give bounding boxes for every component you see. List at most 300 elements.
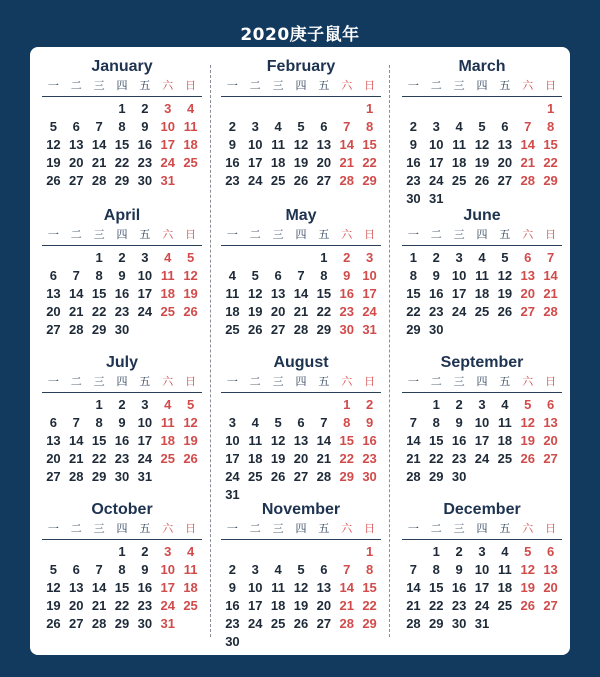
- day-cell: 18: [248, 451, 263, 466]
- day-grid: [42, 543, 202, 633]
- day-cell: 10: [248, 137, 263, 152]
- day-cell: 7: [95, 119, 103, 134]
- weekday-label: 四: [116, 522, 128, 535]
- day-cell: 9: [365, 415, 374, 430]
- weekday-label: 日: [545, 375, 557, 388]
- day-cell: 10: [137, 268, 153, 283]
- day-cell: 28: [406, 616, 421, 631]
- weekday-label: 二: [70, 375, 82, 388]
- day-cell: 1: [320, 250, 328, 265]
- weekday-header: [42, 228, 202, 244]
- day-cell: 14: [339, 137, 354, 152]
- day-cell: 20: [293, 451, 309, 466]
- weekday-label: 二: [249, 228, 261, 241]
- day-cell: [88, 100, 111, 118]
- day-cell: 6: [72, 562, 80, 577]
- day-cell: 31: [137, 469, 153, 484]
- day-cell: 26: [293, 173, 309, 188]
- day-cell: 15: [429, 433, 444, 448]
- day-cell: 16: [362, 433, 377, 448]
- day-cell: 7: [95, 562, 103, 577]
- day-cell: 24: [451, 304, 467, 319]
- month-name: October: [91, 501, 153, 518]
- day-cell: 21: [91, 598, 107, 613]
- day-cell: 1: [409, 250, 418, 265]
- day-cell: 18: [474, 286, 490, 301]
- day-cell: 11: [452, 137, 466, 152]
- day-cell: 31: [160, 173, 175, 188]
- month-august: [221, 353, 381, 504]
- day-cell: 11: [225, 286, 240, 301]
- day-cell: [539, 468, 562, 486]
- month-name: November: [261, 501, 341, 518]
- day-cell: [65, 396, 88, 414]
- day-cell: 6: [49, 268, 58, 283]
- day-cell: 26: [183, 451, 198, 466]
- day-cell: 3: [164, 544, 172, 559]
- month-june: [402, 206, 562, 339]
- day-cell: [493, 615, 516, 633]
- day-cell: 23: [429, 304, 444, 319]
- day-cell: [65, 249, 88, 267]
- day-cell: [471, 468, 494, 486]
- month-name: July: [105, 354, 138, 371]
- day-cell: 22: [91, 304, 107, 319]
- day-cell: 28: [543, 304, 558, 319]
- day-cell: 27: [316, 173, 332, 188]
- day-cell: 26: [270, 469, 286, 484]
- day-cell: 5: [524, 397, 532, 412]
- day-cell: 13: [543, 415, 558, 430]
- weekday-label: 三: [93, 375, 105, 388]
- day-cell: 6: [546, 397, 555, 412]
- day-cell: 1: [365, 101, 374, 116]
- day-cell: [42, 396, 65, 414]
- day-cell: 21: [339, 598, 354, 613]
- day-cell: 18: [497, 580, 513, 595]
- day-cell: 13: [69, 137, 84, 152]
- day-cell: 15: [543, 137, 558, 152]
- day-cell: 2: [409, 119, 418, 134]
- day-cell: 27: [69, 173, 84, 188]
- day-cell: 30: [137, 616, 153, 631]
- day-cell: 24: [137, 451, 153, 466]
- day-cell: 31: [429, 191, 444, 206]
- day-cell: 23: [225, 173, 240, 188]
- day-cell: 12: [293, 137, 309, 152]
- day-cell: 7: [546, 250, 555, 265]
- day-cell: 5: [274, 415, 282, 430]
- day-cell: 24: [137, 304, 153, 319]
- weekday-header: [42, 375, 202, 391]
- day-cell: [448, 100, 471, 118]
- day-cell: [471, 321, 494, 339]
- weekday-header: [42, 522, 202, 538]
- header-rule: [402, 392, 562, 393]
- day-cell: [267, 543, 290, 561]
- day-cell: 8: [409, 268, 418, 283]
- weekday-label: 四: [295, 228, 307, 241]
- month-name: January: [91, 58, 153, 75]
- day-cell: 26: [248, 322, 263, 337]
- day-grid: [221, 100, 381, 190]
- day-cell: 12: [248, 286, 263, 301]
- day-cell: 29: [91, 322, 107, 337]
- day-cell: [425, 100, 448, 118]
- day-cell: 7: [343, 562, 351, 577]
- day-cell: 15: [362, 580, 377, 595]
- day-cell: 28: [339, 173, 354, 188]
- day-cell: [516, 100, 539, 118]
- day-cell: 25: [183, 155, 198, 170]
- day-cell: 16: [429, 286, 444, 301]
- weekday-label: 五: [139, 375, 151, 388]
- day-cell: 18: [270, 155, 286, 170]
- day-cell: 4: [164, 250, 172, 265]
- day-cell: 5: [49, 562, 58, 577]
- weekday-label: 一: [407, 228, 419, 241]
- column-divider: [389, 65, 390, 637]
- day-cell: 24: [160, 598, 175, 613]
- weekday-header: [402, 375, 562, 391]
- day-cell: 11: [271, 137, 285, 152]
- day-cell: 30: [339, 322, 354, 337]
- day-cell: 3: [365, 250, 374, 265]
- day-cell: 30: [451, 469, 467, 484]
- day-cell: [42, 100, 65, 118]
- weekday-label: 六: [341, 228, 353, 241]
- day-cell: 5: [251, 268, 259, 283]
- day-cell: 29: [429, 616, 444, 631]
- day-cell: 3: [251, 119, 259, 134]
- day-cell: [516, 615, 539, 633]
- day-cell: 22: [429, 598, 444, 613]
- day-cell: 9: [228, 580, 237, 595]
- day-cell: 9: [432, 268, 440, 283]
- day-cell: 4: [186, 101, 195, 116]
- weekday-label: 一: [47, 79, 59, 92]
- day-cell: 8: [432, 415, 440, 430]
- day-cell: 3: [478, 544, 486, 559]
- weekday-label: 二: [430, 375, 442, 388]
- day-cell: 30: [429, 322, 444, 337]
- day-cell: 27: [46, 469, 61, 484]
- day-cell: 14: [316, 433, 332, 448]
- day-cell: 17: [137, 433, 153, 448]
- month-name: May: [285, 207, 317, 224]
- day-cell: 23: [339, 304, 354, 319]
- weekday-label: 一: [47, 228, 59, 241]
- weekday-label: 二: [430, 79, 442, 92]
- weekday-label: 六: [341, 375, 353, 388]
- day-cell: 24: [362, 304, 377, 319]
- day-cell: 5: [524, 544, 532, 559]
- day-cell: 9: [343, 268, 351, 283]
- day-cell: [244, 396, 267, 414]
- weekday-label: 六: [162, 522, 174, 535]
- day-cell: 12: [46, 580, 61, 595]
- day-grid: [42, 100, 202, 190]
- day-cell: 22: [362, 155, 377, 170]
- weekday-header: [402, 228, 562, 244]
- day-cell: [290, 633, 313, 651]
- column-divider: [210, 65, 211, 637]
- day-cell: 4: [478, 250, 486, 265]
- day-cell: 2: [141, 101, 149, 116]
- day-cell: 15: [429, 580, 444, 595]
- weekday-label: 一: [47, 375, 59, 388]
- day-cell: 17: [248, 598, 263, 613]
- day-cell: 29: [316, 322, 332, 337]
- weekday-label: 五: [139, 522, 151, 535]
- weekday-header: [221, 522, 381, 538]
- header-rule: [221, 392, 381, 393]
- day-cell: 6: [72, 119, 80, 134]
- month-name: March: [458, 58, 506, 75]
- day-cell: 8: [118, 562, 126, 577]
- day-cell: [267, 396, 290, 414]
- day-cell: 25: [160, 304, 175, 319]
- day-cell: 1: [432, 544, 440, 559]
- day-cell: [267, 633, 290, 651]
- day-cell: 1: [118, 101, 126, 116]
- day-cell: 24: [429, 173, 444, 188]
- day-cell: 24: [248, 616, 263, 631]
- day-cell: 12: [183, 415, 198, 430]
- day-cell: 24: [225, 469, 240, 484]
- day-cell: 2: [118, 250, 126, 265]
- day-cell: 3: [141, 250, 149, 265]
- weekday-label: 四: [116, 228, 128, 241]
- day-cell: [221, 100, 244, 118]
- day-cell: 8: [95, 415, 103, 430]
- weekday-label: 五: [139, 228, 151, 241]
- day-cell: [402, 100, 425, 118]
- weekday-label: 五: [318, 522, 330, 535]
- day-grid: [402, 100, 562, 208]
- day-cell: 28: [91, 173, 107, 188]
- day-cell: 2: [365, 397, 374, 412]
- day-cell: 18: [497, 433, 513, 448]
- day-cell: 4: [274, 562, 282, 577]
- day-cell: 19: [46, 598, 61, 613]
- weekday-label: 四: [476, 375, 488, 388]
- day-cell: 22: [406, 304, 421, 319]
- day-grid: [221, 249, 381, 339]
- day-cell: 27: [543, 598, 558, 613]
- weekday-label: 二: [249, 375, 261, 388]
- day-cell: 12: [270, 433, 286, 448]
- day-cell: [179, 468, 202, 486]
- day-cell: 20: [270, 304, 286, 319]
- day-cell: 19: [520, 433, 535, 448]
- day-cell: 18: [225, 304, 240, 319]
- day-cell: 10: [474, 415, 490, 430]
- weekday-label: 日: [185, 375, 197, 388]
- day-cell: 10: [225, 433, 240, 448]
- day-cell: 6: [501, 119, 509, 134]
- day-cell: 3: [432, 119, 440, 134]
- day-cell: [133, 321, 156, 339]
- header-rule: [42, 96, 202, 97]
- weekday-label: 二: [430, 522, 442, 535]
- day-cell: 27: [293, 469, 309, 484]
- day-cell: 11: [160, 415, 175, 430]
- header-rule: [221, 245, 381, 246]
- day-cell: 3: [478, 397, 486, 412]
- day-cell: [267, 100, 290, 118]
- day-cell: 29: [406, 322, 421, 337]
- day-cell: 22: [543, 155, 558, 170]
- day-cell: 9: [141, 119, 149, 134]
- day-cell: 6: [320, 119, 328, 134]
- day-cell: 26: [520, 598, 535, 613]
- day-cell: [244, 100, 267, 118]
- day-cell: 7: [297, 268, 305, 283]
- weekday-label: 五: [318, 375, 330, 388]
- day-cell: 1: [118, 544, 126, 559]
- day-cell: 7: [409, 415, 418, 430]
- day-cell: 26: [520, 451, 535, 466]
- day-cell: 31: [160, 616, 175, 631]
- weekday-label: 三: [93, 228, 105, 241]
- day-cell: 15: [406, 286, 421, 301]
- day-cell: 28: [69, 322, 84, 337]
- day-cell: 10: [362, 268, 377, 283]
- day-cell: 7: [72, 268, 80, 283]
- day-cell: 13: [497, 137, 513, 152]
- day-cell: 8: [546, 119, 555, 134]
- weekday-label: 四: [295, 375, 307, 388]
- day-cell: 2: [455, 544, 463, 559]
- month-name: April: [103, 207, 141, 224]
- day-cell: 13: [69, 580, 84, 595]
- day-cell: 11: [497, 415, 512, 430]
- day-cell: 17: [160, 580, 175, 595]
- weekday-label: 五: [318, 79, 330, 92]
- day-cell: 19: [293, 155, 309, 170]
- day-cell: [493, 100, 516, 118]
- day-cell: 20: [497, 155, 513, 170]
- weekday-label: 日: [545, 228, 557, 241]
- day-cell: [335, 633, 358, 651]
- weekday-label: 一: [226, 79, 238, 92]
- header-rule: [42, 539, 202, 540]
- day-cell: 6: [320, 562, 328, 577]
- day-cell: 13: [316, 137, 332, 152]
- month-april: [42, 206, 202, 339]
- day-cell: 19: [46, 155, 61, 170]
- weekday-label: 一: [226, 228, 238, 241]
- weekday-label: 三: [93, 522, 105, 535]
- day-cell: 3: [455, 250, 463, 265]
- day-cell: 18: [160, 433, 175, 448]
- weekday-header: [402, 522, 562, 538]
- day-cell: 6: [524, 250, 532, 265]
- day-cell: 29: [429, 469, 444, 484]
- day-cell: 8: [365, 119, 374, 134]
- day-cell: [539, 321, 562, 339]
- day-cell: 26: [46, 616, 61, 631]
- day-cell: [402, 396, 425, 414]
- day-cell: 10: [137, 415, 153, 430]
- month-name: September: [440, 354, 524, 371]
- day-cell: 30: [406, 191, 421, 206]
- day-cell: 27: [270, 322, 286, 337]
- day-cell: 31: [225, 487, 240, 502]
- day-cell: 22: [316, 304, 332, 319]
- day-cell: 20: [69, 155, 84, 170]
- day-cell: 21: [69, 451, 84, 466]
- day-cell: 29: [339, 469, 354, 484]
- day-cell: 20: [69, 598, 84, 613]
- day-cell: 4: [228, 268, 237, 283]
- weekday-label: 三: [453, 522, 465, 535]
- day-cell: 29: [114, 173, 130, 188]
- day-cell: 12: [183, 268, 198, 283]
- day-cell: [42, 249, 65, 267]
- day-cell: 14: [406, 580, 421, 595]
- day-cell: 4: [274, 119, 282, 134]
- day-cell: [179, 172, 202, 190]
- day-cell: 2: [118, 397, 126, 412]
- day-cell: 26: [183, 304, 198, 319]
- day-cell: 4: [186, 544, 195, 559]
- day-cell: [312, 100, 335, 118]
- day-cell: 24: [248, 173, 263, 188]
- day-cell: 1: [432, 397, 440, 412]
- day-cell: 9: [409, 137, 418, 152]
- header-rule: [402, 539, 562, 540]
- day-cell: 23: [451, 598, 467, 613]
- weekday-label: 一: [226, 522, 238, 535]
- day-cell: 13: [46, 433, 61, 448]
- month-march: [402, 57, 562, 208]
- day-cell: 8: [118, 119, 126, 134]
- day-cell: 5: [49, 119, 58, 134]
- day-cell: 31: [474, 616, 490, 631]
- day-cell: 7: [72, 415, 80, 430]
- day-cell: 31: [362, 322, 377, 337]
- day-cell: 4: [251, 415, 259, 430]
- day-cell: 21: [91, 155, 107, 170]
- weekday-header: [221, 375, 381, 391]
- day-cell: 12: [46, 137, 61, 152]
- day-cell: 1: [365, 544, 374, 559]
- day-cell: 23: [137, 598, 153, 613]
- day-cell: 19: [520, 580, 535, 595]
- day-cell: 7: [320, 415, 328, 430]
- day-cell: 13: [270, 286, 286, 301]
- day-cell: 5: [297, 119, 305, 134]
- day-cell: 16: [137, 137, 153, 152]
- weekday-label: 四: [116, 79, 128, 92]
- day-cell: 27: [497, 173, 513, 188]
- day-cell: 16: [451, 433, 467, 448]
- day-cell: 22: [91, 451, 107, 466]
- day-cell: 9: [455, 415, 463, 430]
- day-cell: 2: [432, 250, 440, 265]
- weekday-label: 六: [162, 375, 174, 388]
- day-cell: 20: [46, 451, 61, 466]
- day-grid: [221, 543, 381, 651]
- weekday-label: 三: [272, 79, 284, 92]
- weekday-label: 日: [185, 79, 197, 92]
- day-cell: 17: [429, 155, 444, 170]
- day-grid: [221, 396, 381, 504]
- weekday-label: 日: [364, 522, 376, 535]
- weekday-label: 三: [453, 79, 465, 92]
